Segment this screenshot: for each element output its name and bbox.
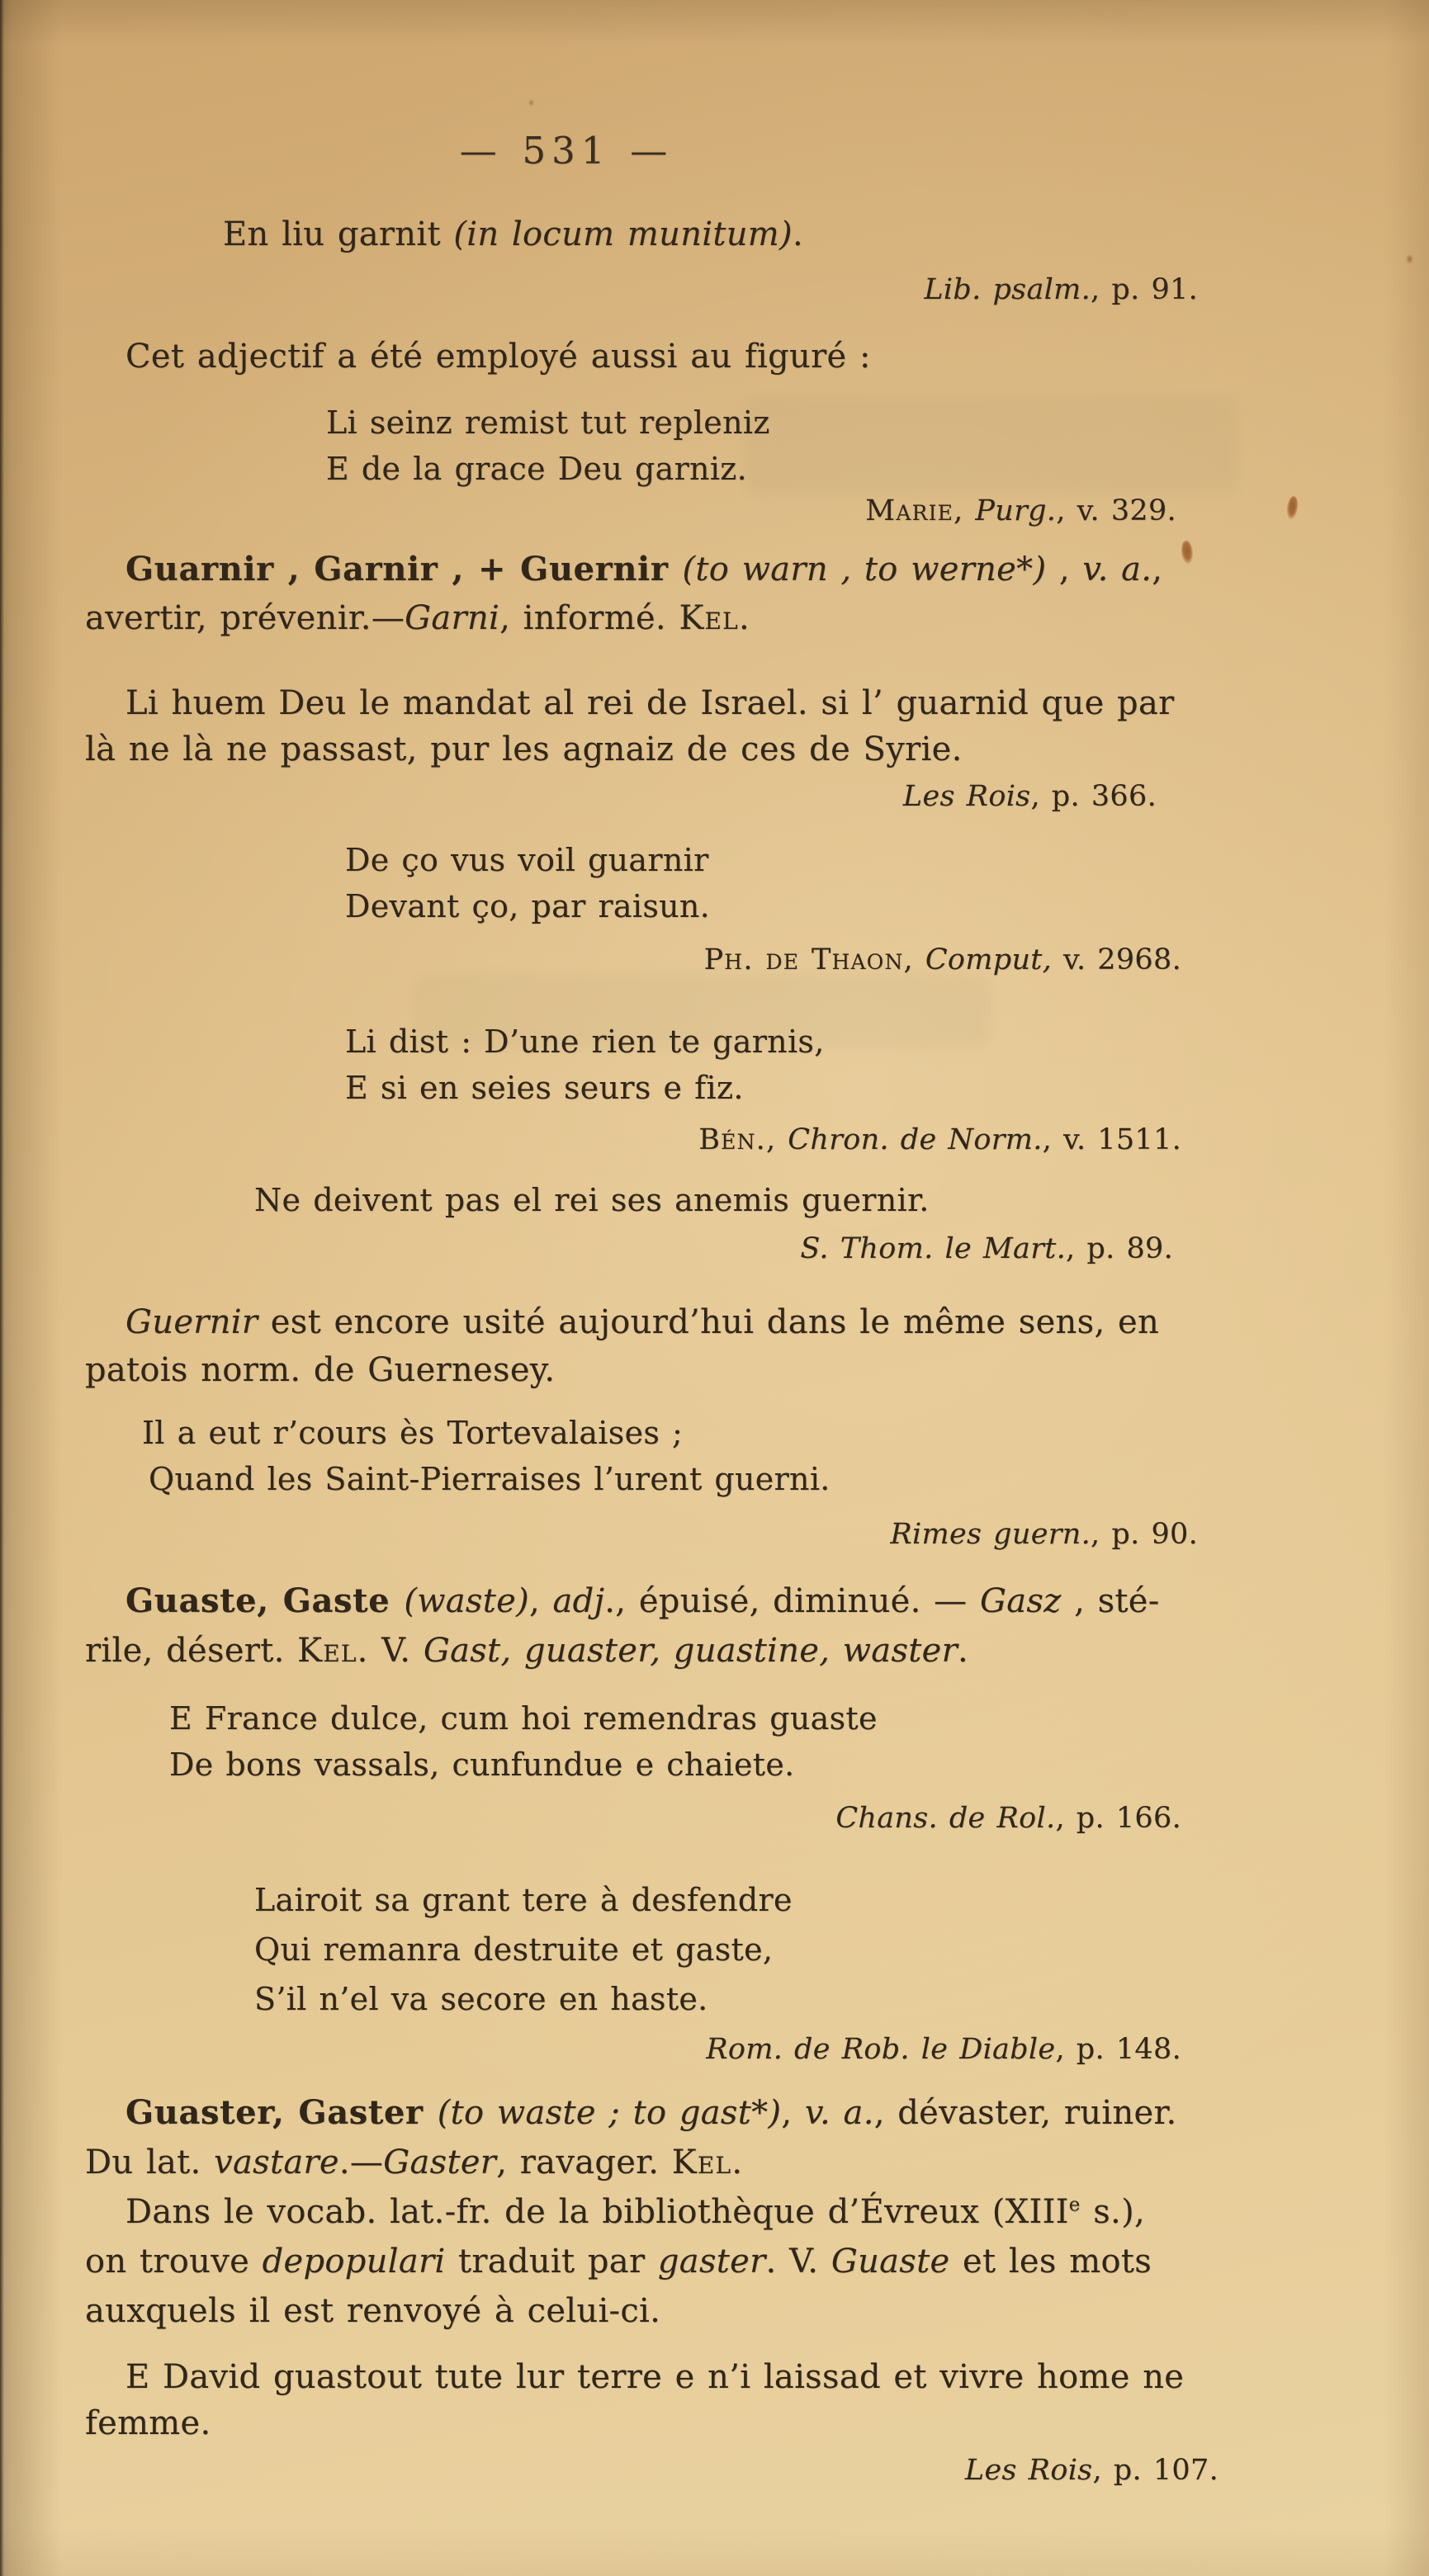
- entry-headword-line: [125, 551, 1162, 588]
- quote-line: [85, 731, 963, 768]
- entry-headword-line: [125, 2095, 1177, 2131]
- text-segment: .—: [338, 2144, 384, 2181]
- superscript: e: [1068, 2194, 1081, 2216]
- citation-title: Rom. de Rob. le Diable: [706, 2033, 1056, 2066]
- text-segment-italic: gaster: [657, 2243, 766, 2281]
- citation-title: Comput,: [913, 943, 1053, 976]
- citation-author: Marie,: [865, 494, 964, 527]
- source-abbrev: Kel.: [679, 599, 750, 637]
- citation: [865, 495, 1176, 527]
- citation: [835, 1803, 1181, 1835]
- text-segment: , informé.: [499, 599, 679, 637]
- ink-speck: [1406, 254, 1413, 264]
- text-segment-italic: Guaste: [830, 2243, 950, 2281]
- text-segment-italic: Gaster: [383, 2144, 497, 2181]
- text-segment: ., épuisé, diminué. —: [604, 1582, 980, 1620]
- text-segment: Devant ço, par raisun.: [345, 888, 711, 924]
- quote-line: [254, 1184, 930, 1218]
- text-segment: .: [792, 215, 803, 253]
- text-segment: ,: [528, 1582, 553, 1620]
- citation: [924, 274, 1198, 306]
- entry-definition-line: [85, 2144, 743, 2181]
- quote-line: [125, 685, 1175, 721]
- citation-title: Chron. de Norm.: [776, 1123, 1043, 1156]
- citation-title: Les Rois: [964, 2454, 1093, 2487]
- paragraph-line: [125, 1304, 1159, 1340]
- text-segment: Li seinz remist tut repleniz: [326, 404, 770, 441]
- text-segment-italic: (in locum munitum): [453, 215, 793, 253]
- ink-speck: [1181, 540, 1195, 564]
- text-segment: De bons vassals, cunfundue e chaiete.: [169, 1746, 795, 1783]
- text-segment: Cet adjectif a été employé aussi au figuré :: [125, 338, 871, 376]
- text-segment: S’il n’el va secore en haste.: [254, 1981, 708, 2017]
- citation-ref: , v. 1511.: [1042, 1123, 1181, 1156]
- text-segment: Quand les Saint-Pierraises l’urent guerni.: [149, 1461, 830, 1497]
- citation-ref: v. 2968.: [1052, 943, 1181, 976]
- citation-title: Purg.: [963, 494, 1057, 527]
- citation-title: Lib. psalm.: [924, 273, 1091, 306]
- text-segment: avertir, prévenir.—: [85, 599, 405, 637]
- text-segment: ,: [1046, 551, 1083, 588]
- citation: [706, 2034, 1181, 2066]
- ink-speck: [1285, 495, 1299, 520]
- quote-line: [169, 1702, 878, 1737]
- text-segment: V.: [368, 1632, 423, 1670]
- entry-headword: Guarnir , Garnir , + Guernir: [125, 550, 683, 588]
- quote-line: [254, 1884, 793, 1918]
- paragraph-line: [85, 2243, 1152, 2280]
- citation-ref: , p. 91.: [1091, 273, 1198, 306]
- text-segment: ,: [781, 2094, 805, 2132]
- citation-author: Bén.,: [698, 1123, 777, 1156]
- text-segment: ,: [1152, 551, 1163, 588]
- entry-definition-line: [85, 1633, 968, 1669]
- text-segment: là ne là ne passast, pur les agnaiz de ces de Syrie.: [85, 730, 963, 768]
- quote-line: [345, 1025, 825, 1060]
- text-segment: et les mots: [949, 2243, 1152, 2281]
- text-segment-italic: Garni: [405, 599, 500, 637]
- text-segment-italic: Gasz: [979, 1582, 1062, 1620]
- text-segment: En liu garnit: [223, 215, 454, 253]
- paragraph-line: [125, 2194, 1145, 2230]
- quote-line: [345, 1071, 744, 1106]
- citation-title: Rimes guern.: [890, 1518, 1091, 1551]
- quote-line: [254, 1983, 708, 2017]
- quote-line: [254, 1933, 773, 1968]
- citation: [890, 1519, 1198, 1551]
- text-segment: Li dist : D’une rien te garnis,: [345, 1023, 825, 1060]
- page-number: [360, 130, 773, 172]
- entry-gloss-english: (to waste ; to gast*): [437, 2094, 782, 2132]
- text-segment: , ravager.: [496, 2144, 672, 2181]
- entry-gloss-english: (waste): [404, 1582, 529, 1620]
- quote-line: [345, 844, 709, 878]
- text-segment: E France dulce, cum hoi remendras guaste: [169, 1700, 878, 1737]
- quote-line: [142, 1416, 683, 1451]
- text-segment: auxquels il est renvoyé à celui-ci.: [85, 2292, 661, 2330]
- citation-title: Chans. de Rol.: [835, 1802, 1056, 1835]
- citation-ref: , p. 148.: [1055, 2033, 1181, 2066]
- entry-headword: Guaster, Gaster: [125, 2093, 438, 2132]
- entry-definition-line: [85, 600, 750, 636]
- text-segment: De ço vus voil guarnir: [345, 842, 709, 878]
- entry-headword: Guaste, Gaste: [125, 1581, 405, 1620]
- entry-gloss-english: (to warn , to werne*): [682, 551, 1047, 588]
- text-segment: Qui remanra destruite et gaste,: [254, 1931, 774, 1968]
- text-segment-italic: depopulari: [262, 2243, 446, 2281]
- citation-title: Les Rois: [902, 780, 1031, 813]
- text-segment: femme.: [85, 2404, 211, 2442]
- verso-showthrough: [743, 396, 1238, 495]
- entry-pos: adj: [552, 1582, 605, 1620]
- quote-line: [169, 1748, 795, 1783]
- text-segment: Il a eut r’cours ès Tortevalaises ;: [142, 1415, 684, 1451]
- citation: [800, 1233, 1173, 1265]
- paragraph-line: [85, 2293, 660, 2329]
- citation: [903, 781, 1157, 813]
- ink-speck: [528, 99, 534, 106]
- citation-title: S. Thom. le Mart.: [800, 1232, 1067, 1265]
- text-segment: . V.: [765, 2243, 831, 2281]
- text-segment-italic: Guernir: [125, 1303, 258, 1341]
- text-segment: rile, désert.: [85, 1632, 298, 1670]
- text-segment: on trouve: [85, 2243, 263, 2281]
- citation-ref: , v. 329.: [1056, 494, 1176, 527]
- text-segment: , sté-: [1061, 1582, 1160, 1620]
- quote-line: [326, 452, 747, 487]
- text-segment: Du lat.: [85, 2144, 215, 2181]
- text-segment: .: [958, 1632, 969, 1670]
- quote-line: [85, 2405, 211, 2441]
- quote-line: [149, 1463, 830, 1497]
- text-segment: traduit par: [445, 2243, 658, 2281]
- quote-line: [223, 216, 803, 253]
- paragraph-line: [125, 338, 871, 375]
- citation: [698, 1124, 1181, 1156]
- text-segment: Li huem Deu le mandat al rei de Israel. si l’ guarnid que par: [125, 684, 1175, 722]
- entry-pos: v. a.: [1082, 551, 1152, 588]
- citation-ref: , p. 90.: [1091, 1518, 1198, 1551]
- text-segment: Dans le vocab. lat.-fr. de la bibliothèque d’Évreux (XIII: [125, 2193, 1069, 2231]
- citation-author: Ph. de Thaon,: [703, 943, 914, 976]
- citation-ref: , p. 366.: [1030, 780, 1157, 813]
- cross-references: Gast, guaster, guastine, waster: [423, 1632, 958, 1670]
- citation-ref: , p. 89.: [1066, 1232, 1173, 1265]
- paragraph-line: [85, 1352, 555, 1388]
- source-abbrev: Kel.: [671, 2144, 744, 2181]
- quote-line: [326, 406, 770, 441]
- citation-ref: , p. 166.: [1055, 1802, 1181, 1835]
- page-number-text: — 531 —: [459, 129, 674, 173]
- text-segment-italic: vastare: [214, 2144, 339, 2181]
- text-segment: E si en seies seurs e fiz.: [345, 1070, 744, 1106]
- entry-pos: v. a.: [804, 2094, 874, 2132]
- quote-line: [345, 890, 710, 924]
- text-segment: patois norm. de Guernesey.: [85, 1351, 556, 1389]
- text-segment: , dévaster, ruiner.: [873, 2094, 1177, 2132]
- text-segment: E de la grace Deu garniz.: [326, 451, 747, 487]
- citation: [704, 944, 1181, 976]
- source-abbrev: Kel.: [297, 1632, 369, 1670]
- entry-headword-line: [125, 1583, 1160, 1619]
- text-segment: Ne deivent pas el rei ses anemis guernir.: [254, 1182, 930, 1218]
- text-segment: est encore usité aujourd’hui dans le même sens, en: [258, 1303, 1160, 1341]
- citation-ref: , p. 107.: [1092, 2454, 1218, 2487]
- text-segment: s.),: [1080, 2193, 1145, 2231]
- citation: [965, 2455, 1218, 2487]
- text-segment: Lairoit sa grant tere à desfendre: [254, 1882, 793, 1918]
- text-segment: E David guastout tute lur terre e n’i laissad et vivre home ne: [125, 2358, 1185, 2396]
- quote-line: [125, 2359, 1184, 2395]
